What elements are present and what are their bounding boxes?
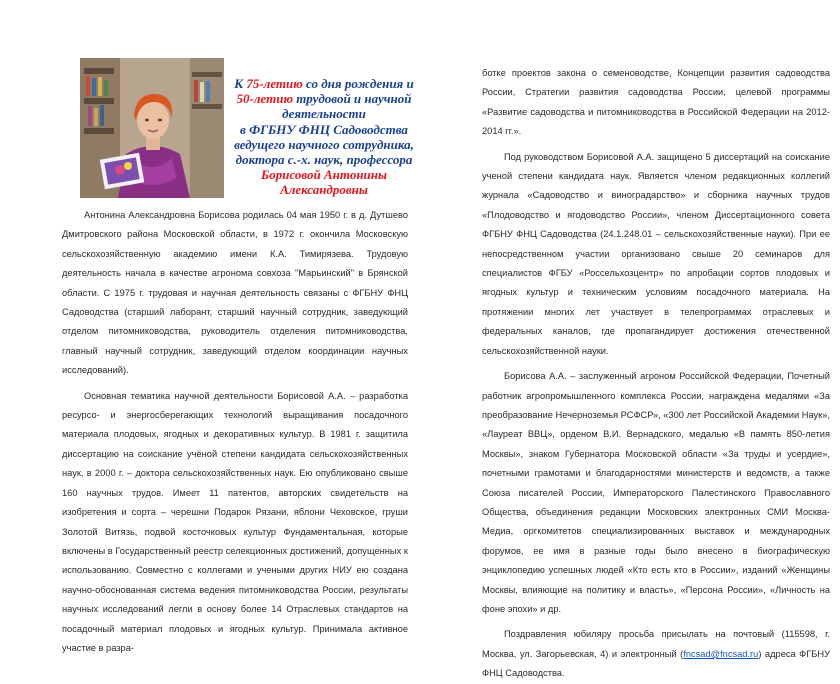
person-name-line-1: Борисовой Антонины [260,167,388,183]
left-body-text [62,206,408,658]
right-body-text [482,64,830,684]
paragraph-research: Основная тематика научной деятельности Борисовой А.А. – разработка ресурсо- и энергосберегающих технологий выращивания посадочного материала плодовых, ягодных и декоративных культур. В 1981 г. защитила диссертацию на соискание учёной степени кандидата сельскохозяйственных наук, в 2000 г. – доктора сельскохозяйственных наук. Ею опубликовано свыше 160 научных трудов. Имеет 11 патентов, авторских свидетельств на изобретения и сорта – черешни Подарок Рязани, яблони Чеховское, груши Золотой Витязь, подвой косточковых культур Фундаментальная, которые включены в Государственный реестр селекционных достижений, допущенных к использованию. Совместно с коллегами и учеными других НИУ ею создана научно-обоснованная система ведения питомниководства России, результаты научных исследований легли в основу более 14 Отраслевых стандартов на посадочный материал плодовых и ягодных культур. Принимала активное участие в разра- [62,390,408,653]
paragraph-biography: Антонина Александровна Борисова родилась 04 мая 1950 г. в д. Дутшево Дмитровского района Московской области, в 1972 г. окончила Московскую сельскохозяйственную академию имени К.А. Тимирязева. Трудовую деятельность начала в качестве агронома совхоза "Марьинский" в Брянской области. С 1975 г. трудовая и научная деятельность связаны с ФГБНУ ФНЦ Садоводства (старший лаборант, старший научный сотрудник, заведующий отделом питомниководства, руководитель отделения питомниководства, главный научный сотрудник, заведующий отделом координации научных исследований). [62,210,408,376]
title-line-5: ведущего научного сотрудника, [234,136,414,152]
person-name-line-2: Александровны [280,182,368,198]
left-page [0,0,420,653]
title-line-1: К 75-летию со дня рождения и [234,76,414,91]
paragraph-awards: Борисова А.А. – заслуженный агроном Российской Федерации, Почетный работник агропромышленного комплекса России, награждена медалями «За преобразование Нечерноземья РСФСР», «300 лет Российской Академии Наук», «Лауреат ВВЦ», орденом В.И. Вернадского, медалью «В память 850-летия Москвы», знаком Губернатора Московской области «За труды и усердие», почетными грамотами и благодарностями министерств и ведомств, а также Союза писателей России, Императорского Палестинского Православного Общества, объединения редакции Московских электронных СМИ Москва-Медиа, оргкомитетов специализированных выставок и международных форумов, ее имя в разные годы было внесено в биографическую энциклопедию успешных людей «Кто есть кто в России», изданий «Женщины Москвы, влияющие на политику и власть», «Персона России», «Личность на фоне эпохи» и др. [482,371,830,614]
paragraph-supervision: Под руководством Борисовой А.А. защищено 5 диссертаций на соискание ученой степени кандидата наук. Является членом редакционных коллегий журнала «Садоводство и виноградарство» и сборника научных трудов «Плодоводство и ягодоводство России», членом Диссертационного совета ФГБНУ ФНЦ Садоводства (24.1.248.01 – сельскохозяйственные науки). При ее непосредственном участии организовано свыше 20 семинаров для специалистов ФГБУ «Россельхозцентр» по апробации сортов плодовых и ягодных культур и техническим условиям посадочного материала. На протяжении многих лет участвует в телепрограммах отраслевых и федеральных каналов, где пропагандирует достижения отечественной сельскохозяйственной науки. [482,151,830,356]
portrait-photo [80,58,224,198]
anniversary-50: 50-летию [236,91,293,107]
title-line-3: деятельности [282,106,366,122]
email-link[interactable]: fncsad@fncsad.ru [683,648,759,659]
title-line-2: 50-летию трудовой и научной [236,91,412,107]
portrait-illustration [80,58,224,198]
paragraph-continuation: ботке проектов закона о семеноводстве, Концепции развития садоводства России, Стратегии развития садоводства России, целевой программы «Развитие садоводства и питомниководства в Российской Федерации на 2012-2014 гг.». [482,68,830,137]
title-line-4: в ФГБНУ ФНЦ Садоводства [240,121,408,137]
anniversary-75: 75-летию [246,76,303,91]
article-title [230,76,418,198]
right-page [420,0,840,679]
title-line-6: доктора с.-х. наук, профессора [235,152,413,168]
paragraph-contacts: Поздравления юбиляру просьба присылать на почтовый (115598, г. Москва, ул. Загорьевская, 4) и электронный (fncsad@fncsad.ru) адреса ФГБНУ ФНЦ Садоводства. [482,629,831,679]
